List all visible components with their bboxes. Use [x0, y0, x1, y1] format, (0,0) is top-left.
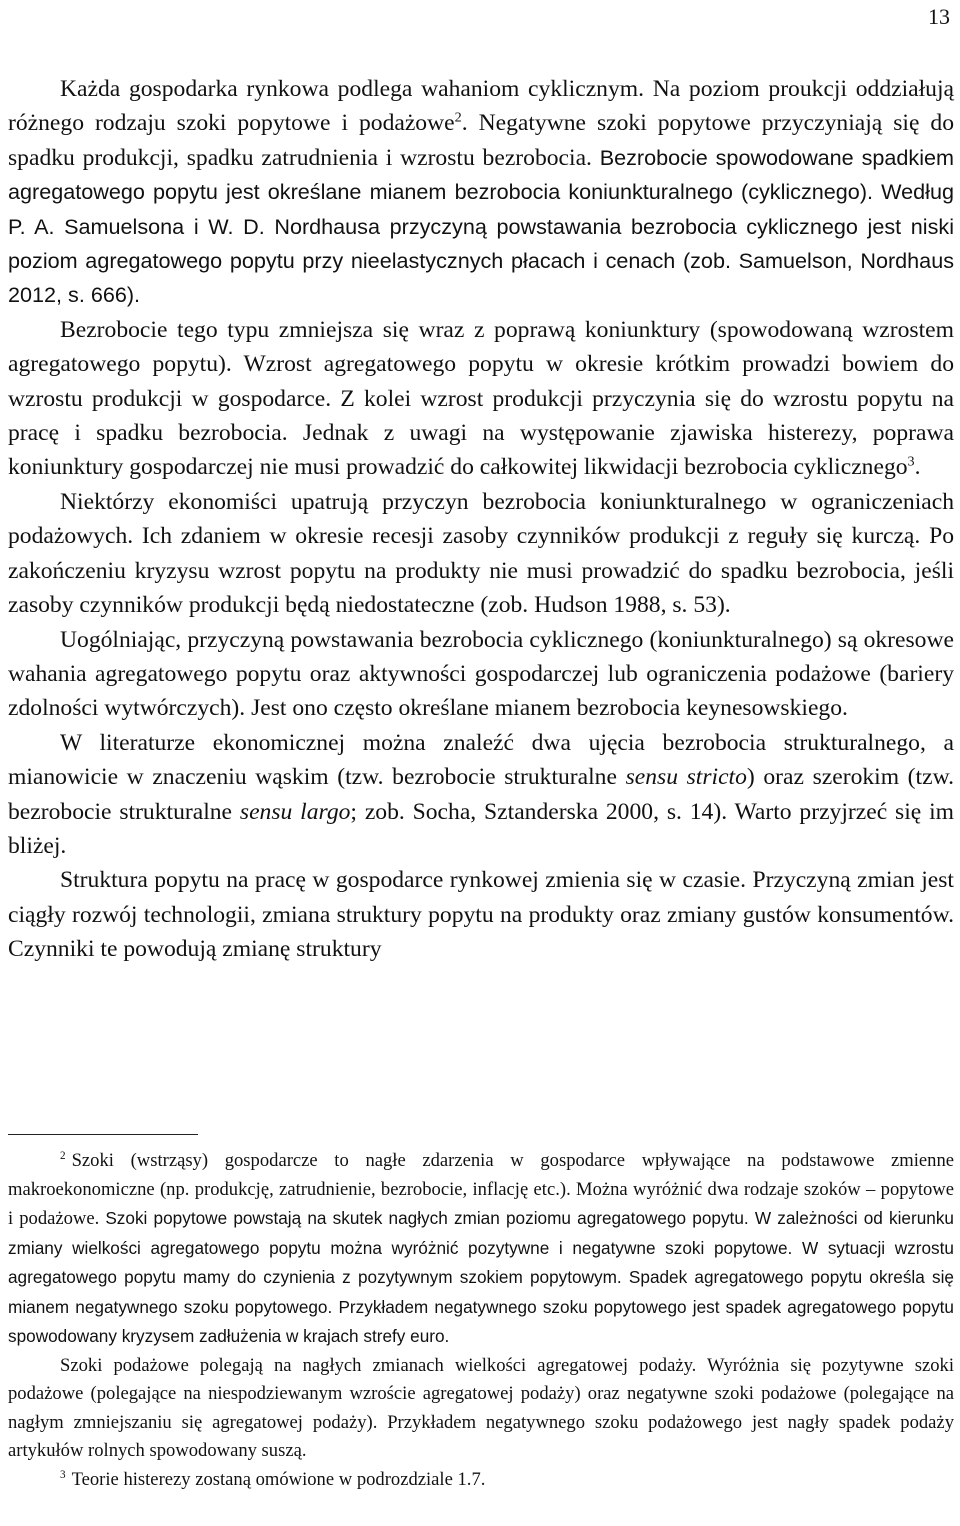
paragraph-5-part-2: ) oraz szerokim (tzw. bezrobocie strukturalne	[8, 764, 954, 825]
footnote-separator	[8, 1134, 198, 1135]
footnote-2-continuation: Szoki podażowe polegają na nagłych zmianach wielkości agregatowej podaży. Wyróżnia się pozytywne szoki podażowe (polegające na niespodziewanym wzroście agregatowej podaży) oraz negatywne szoki podażowe (polegające na nagłym zmniejszaniu się agregatowej podaży). Przykładem negatywnego szoku podażowego jest nagły spadek podaży artykułów rolnych spowodowany suszą.	[8, 1354, 954, 1461]
footnotes	[8, 1134, 954, 1494]
paragraph-1	[8, 72, 954, 313]
paragraph-2-part-2: .	[914, 454, 921, 481]
paragraph-5-part-3: ; zob. Socha, Sztanderska 2000, s. 14). Warto przyjrzeć się im bliżej.	[8, 798, 954, 859]
footnote-3-marker: 3	[60, 1468, 66, 1481]
page-number: 13	[928, 4, 950, 29]
footnote-ref-2[interactable]: 2	[454, 109, 462, 126]
footnote-3-text: Teorie histerezy zostaną omówione w podrozdziale 1.7.	[71, 1468, 486, 1490]
paragraph-3: Niektórzy ekonomiści upatrują przyczyn bezrobocia koniunkturalnego w ograniczeniach podażowych. Ich zdaniem w okresie recesji zasoby czynników produkcji z reguły się kurczą. Po zakończeniu kryzysu wzrost popytu na produkty nie musi prowadzić do spadku bezrobocia, jeśli zasoby czynników produkcji będą niedostateczne (zob. Hudson 1988, s. 53).	[8, 488, 954, 619]
paragraph-2-part-1: Bezrobocie tego typu zmniejsza się wraz z poprawą koniunktury (spowodowaną wzrostem agregatowego popytu). Wzrost agregatowego popytu w okresie krótkim prowadzi bowiem do wzrostu produkcji w gospodarce. Z kolei wzrost produkcji przyczynia się do wzrostu popytu na pracę i spadku bezrobocia. Jednak z uwagi na występowanie zjawiska histerezy, poprawa koniunktury gospodarczej nie musi prowadzić do całkowitej likwidacji bezrobocia cyklicznego	[8, 316, 954, 481]
footnote-2	[8, 1147, 954, 1352]
paragraph-1-part-1: Każda gospodarka rynkowa podlega wahaniom cyklicznym. Na poziom proukcji oddziałują różnego rodzaju szoki popytowe i podażowe	[8, 76, 954, 137]
paragraph-2	[8, 313, 954, 485]
paragraph-5-part-1: W literaturze ekonomicznej można znaleźć dwa ujęcia bezrobocia strukturalnego, a mianowicie w znaczeniu wąskim (tzw. bezrobocie strukturalne	[8, 729, 954, 791]
paragraph-4: Uogólniając, przyczyną powstawania bezrobocia cyklicznego (koniunkturalnego) są okresowe wahania agregatowego popytu oraz aktywności gospodarczej lub ograniczenia podażowe (bariery zdolności wytwórczych). Jest ono często określane mianem bezrobocia keynesowskiego.	[8, 626, 954, 722]
footnote-2-marker: 2	[60, 1150, 66, 1163]
paragraph-1-part-2: . Negatywne szoki popytowe przyczyniają się do spadku produkcji, spadku zatrudnienia i wzrostu bezrobocia.	[8, 110, 955, 171]
footnote-2-part-2: Szoki popytowe powstają na skutek nagłych zmian poziomu agregatowego popytu. W zależności od kierunku zmiany wielkości agregatowego popytu można wyróżnić pozytywne i negatywne szoki popytowe. W sytuacji wzrostu agregatowego popytu mamy do czynienia z pozytywnym szokiem popytowym. Spadek agregatowego popytu określa się mianem negatywnego szoku popytowego. Przykładem negatywnego szoku popytowego jest spadek agregatowego popytu spowodowany kryzysem zadłużenia w krajach strefy euro.	[8, 1208, 954, 1346]
paragraph-6: Struktura popytu na pracę w gospodarce rynkowej zmienia się w czasie. Przyczyną zmian jest ciągły rozwój technologii, zmiana struktury popytu na produkty oraz zmiany gustów konsumentów. Czynniki te powodują zmianę struktury	[8, 867, 954, 963]
italic-sensu-stricto: sensu stricto	[625, 764, 747, 791]
main-text	[8, 72, 954, 967]
footnote-3	[8, 1466, 954, 1495]
paragraph-1-part-3: Bezrobocie spowodowane spadkiem agregatowego popytu jest określane mianem bezrobocia koniunkturalnego (cyklicznego). Według P. A. Samuelsona i W. D. Nordhausa przyczyną powstawania bezrobocia cyklicznego jest niski poziom agregatowego popytu przy nieelastycznych płacach i cenach (zob. Samuelson, Nordhaus 2012, s. 666).	[8, 144, 954, 308]
paragraph-5	[8, 726, 954, 864]
footnote-2-part-1: Szoki (wstrząsy) gospodarcze to nagłe zdarzenia w gospodarce wpływające na podstawowe zmienne makroekonomiczne (np. produkcję, zatrudnienie, bezrobocie, inflację etc.). Można wyróżnić dwa rodzaje szoków – popytowe i podażowe.	[8, 1150, 954, 1229]
footnote-ref-3[interactable]: 3	[907, 453, 915, 470]
italic-sensu-largo: sensu largo	[239, 798, 351, 825]
